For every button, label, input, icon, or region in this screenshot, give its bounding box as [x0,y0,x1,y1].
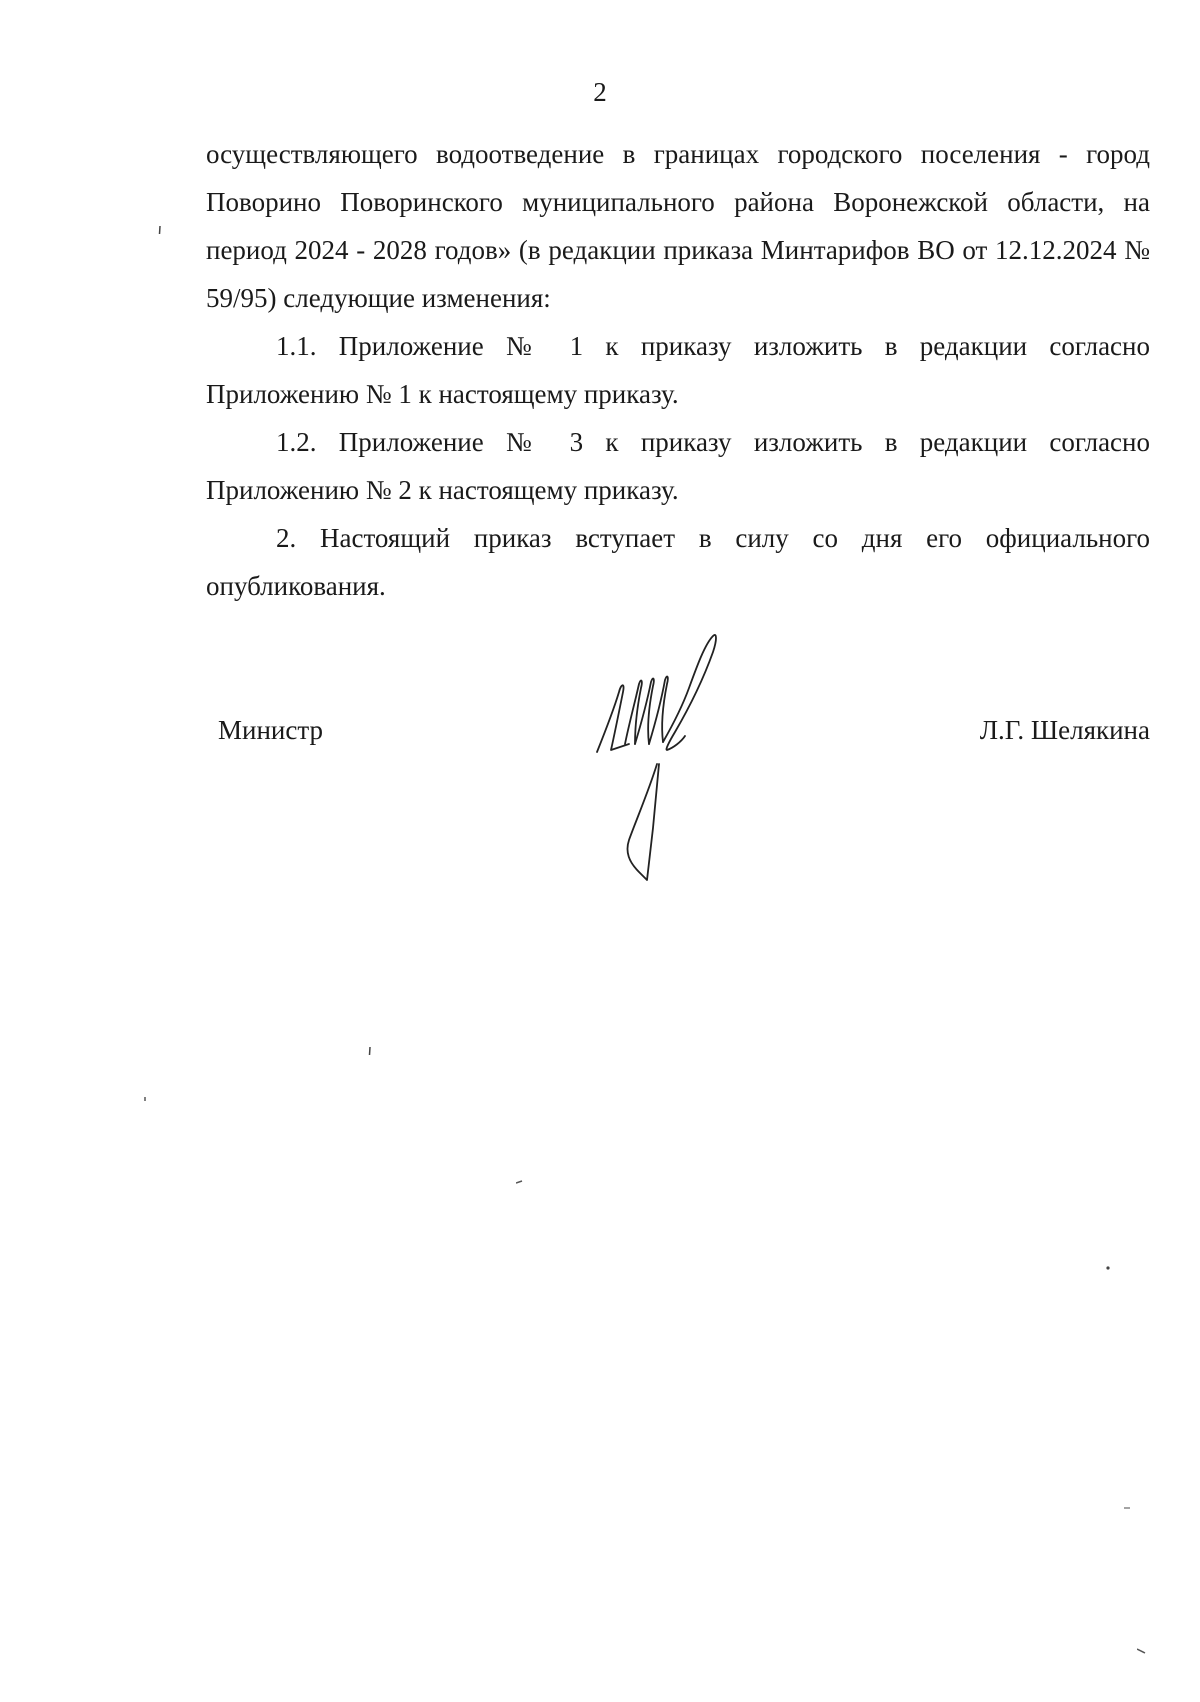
scan-speck [1137,1648,1147,1654]
paragraph-continuation: осуществляющего водоотведение в границах городского поселения - город Поворино Поворинского муниципального района Воронежской области, на период 2024 - 2028 годов» (в редакции приказа Минтарифов ВО от 12.12.2024 № 59/95) следующие изменения: [206,139,1150,313]
paragraph-item-2: 2. Настоящий приказ вступает в силу со дня его официального опубликования. [206,523,1150,601]
scan-speck [158,226,162,236]
paragraph-item-1-2: 1.2. Приложение № 3 к приказу изложить в редакции согласно Приложению № 2 к настоящему приказу. [206,427,1150,505]
signer-title: Министр [218,715,323,745]
handwritten-signature [585,632,745,882]
document-body [206,130,1150,610]
scan-speck [143,1097,147,1103]
scan-speck [1106,1266,1110,1270]
signer-name: Л.Г. Шелякина [979,715,1150,745]
paragraph-item-1-1: 1.1. Приложение № 1 к приказу изложить в редакции согласно Приложению № 1 к настоящему приказу. [206,331,1150,409]
page-number: 2 [593,77,607,107]
scan-speck [516,1180,524,1184]
scan-speck [368,1047,372,1057]
scan-speck [1124,1506,1132,1510]
